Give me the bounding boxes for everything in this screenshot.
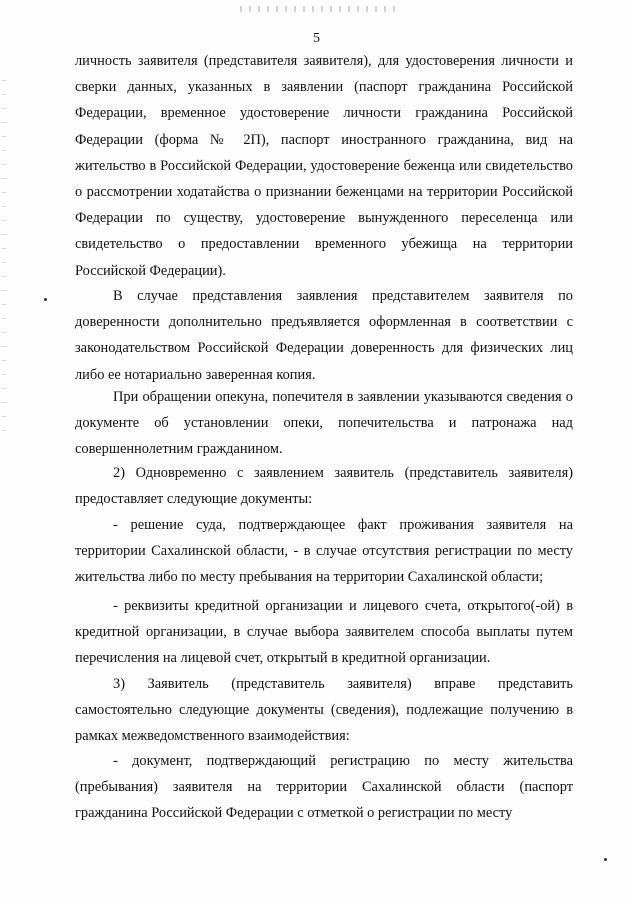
scan-noise-top — [240, 6, 400, 12]
scan-speck — [604, 858, 607, 861]
paragraph-bank-details: - реквизиты кредитной организации и лицевого счета, открытого(-ой) в кредитной организации, в случае выбора заявителем способа выплаты путем перечисления на лицевой счет, открытый в кредитной организации. — [75, 598, 573, 667]
paragraph-item-2: 2) Одновременно с заявлением заявитель (представитель заявителя) предоставляет следующие документы: — [75, 465, 573, 508]
paragraph-guardian: При обращении опекуна, попечителя в заявлении указываются сведения о документе об установлении опеки, попечительства и патронажа над совершеннолетним гражданином. — [75, 389, 573, 458]
paragraph-power-of-attorney: В случае представления заявления представителем заявителя по доверенности дополнительно предъявляется оформленная в соответствии с законодательством Российской Федерации доверенность для физических лиц либо ее нотариально заверенная копия. — [75, 288, 573, 383]
page-number: 5 — [313, 31, 320, 46]
scan-speck — [44, 298, 47, 301]
paragraph-identity-documents: личность заявителя (представителя заявителя), для удостоверения личности и сверки данных, указанных в заявлении (паспорт гражданина Российской Федерации, временное удостоверение личности гражданина Российской Федерации (форма № 2П), паспорт иностранного гражданина, вид на жительство в Российской Федерации, удостоверение беженца или свидетельство о рассмотрении ходатайства о признании беженцами на территории Российской Федерации по существу, удостоверение вынужденного переселенца или свидетельство о предоставлении временного убежища на территории Российской Федерации). — [75, 53, 573, 279]
paragraph-item-3: 3) Заявитель (представитель заявителя) вправе представить самостоятельно следующие документы (сведения), подлежащие получению в рамках межведомственного взаимодействия: — [75, 676, 573, 745]
paragraph-court-decision: - решение суда, подтверждающее факт проживания заявителя на территории Сахалинской области, - в случае отсутствия регистрации по месту жительства либо по месту пребывания на территории Сахалинской области; — [75, 517, 573, 586]
scan-noise-left — [2, 80, 6, 440]
paragraph-registration-document: - документ, подтверждающий регистрацию по месту жительства (пребывания) заявителя на территории Сахалинской области (паспорт гражданина Российской Федерации с отметкой о регистрации по месту — [75, 753, 573, 822]
